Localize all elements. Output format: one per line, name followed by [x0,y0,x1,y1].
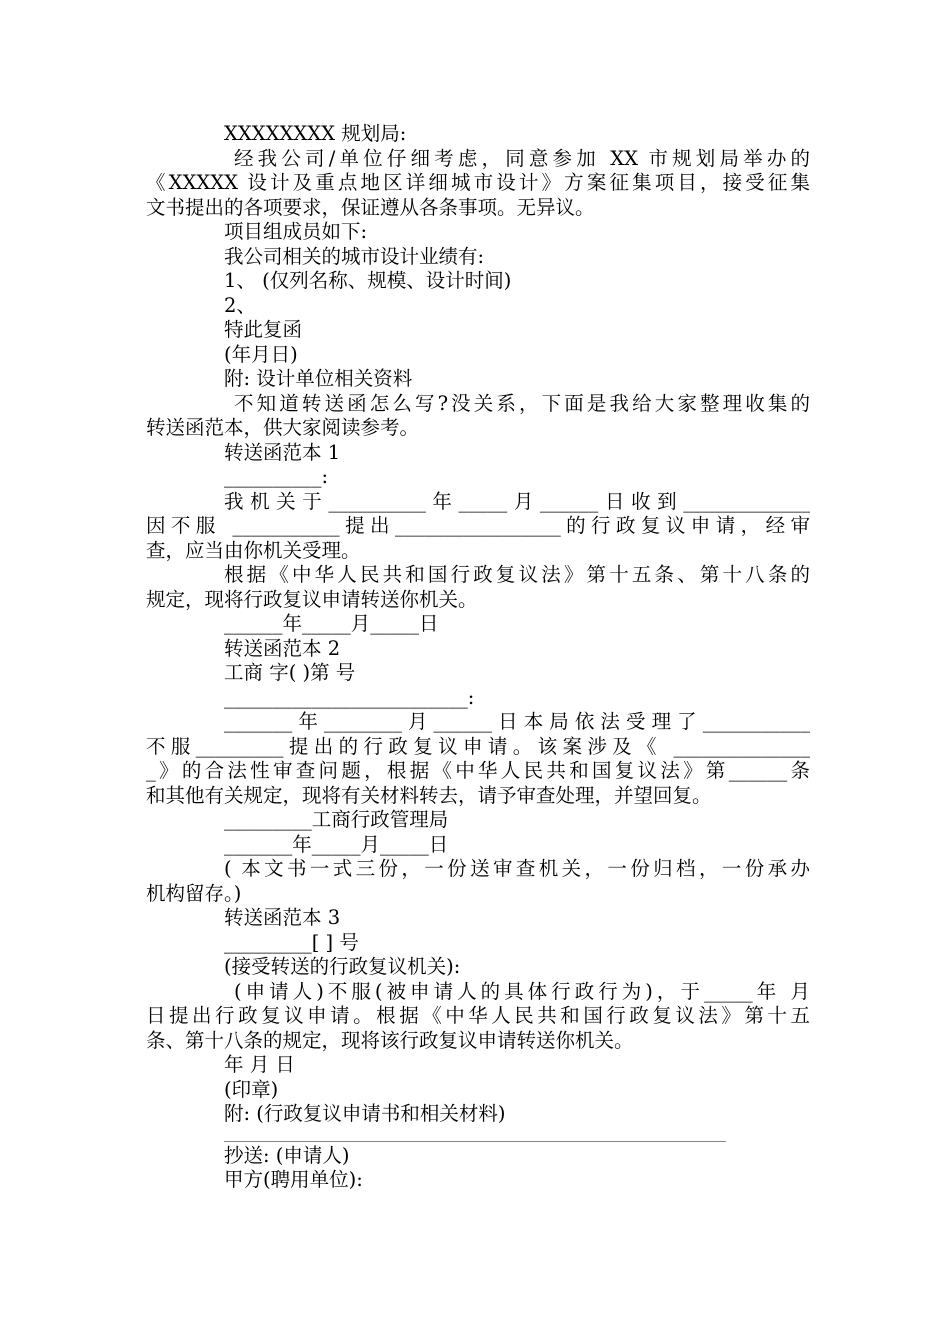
list-item: 1、 (仅列名称、规模、设计时间) [224,269,512,292]
section-heading: 转送函范本 3 [224,906,341,929]
divider-rule [224,1141,726,1142]
addressee-line: XXXXXXXX 规划局: [224,122,407,145]
reference-number-line: _________[ ] 号 [224,930,359,954]
attachment-line: 附: 设计单位相关资料 [224,367,413,390]
addressee-line: __________: [224,465,329,488]
seal-line: (印章) [224,1077,279,1101]
paragraph-line: 项目组成员如下: [224,220,368,243]
attachment-line: 附: (行政复议申请书和相关材料) [224,1102,506,1125]
paragraph-line: 特此复函 [224,318,303,341]
section-heading: 转送函范本 2 [224,636,341,660]
paragraph-line: _______年________月______日本局依法受理了___________ [224,710,810,733]
date-line: _______年_____月_____日 [224,832,449,856]
paragraph-line: 我机关于__________年_____月______日收到_____________ [224,489,810,513]
addressee-line: (接受转送的行政复议机关): [224,955,461,978]
party-line: 甲方(聘用单位): [224,1168,363,1191]
paragraph-line: 根据《中华人民共和国行政复议法》第十五条、第十八条的 [224,563,810,586]
date-line: 年 月 日 [224,1053,295,1076]
paragraph-line: 转送函范本，供大家阅读参考。 [146,416,420,439]
paragraph-line: 和其他有关规定，现将有关材料转去，请予审查处理，并望回复。 [146,783,712,807]
paragraph-line: 不知道转送函怎么写?没关系，下面是我给大家整理收集的 [234,391,810,415]
section-heading: 转送函范本 1 [224,440,341,464]
list-item: 2、 [224,293,256,317]
reference-number-line: 工商 字( )第 号 [224,661,356,684]
paragraph-line: 日提出行政复议申请。根据《中华人民共和国行政复议法》第十五 [146,1004,810,1027]
signature-line: _________工商行政管理局 [224,808,449,831]
paragraph-line: 因不服 ___________提出_________________的行政复议申请，经审 [146,514,810,537]
document-body [146,122,810,1193]
paragraph-line: (申请人)不服(被申请人的具体行政行为)，于_____年 月 [234,979,810,1003]
addressee-line: _________________________: [224,685,475,709]
paragraph-line: 不服_________提出的行政复议申请。该案涉及《 ______________ [146,734,810,758]
paragraph-line: 《XXXXX 设计及重点地区详细城市设计》方案征集项目，接受征集 [146,171,810,194]
paragraph-line: 机构留存。) [146,881,242,905]
date-line: (年月日) [224,342,298,366]
cc-line: 抄送: (申请人) [224,1143,350,1167]
paragraph-line: 规定，现将行政复议申请转送你机关。 [146,587,478,611]
paragraph-line: 条、第十八条的规定，现将该行政复议申请转送你机关。 [146,1028,634,1052]
paragraph-line: 查，应当由你机关受理。 [146,538,361,562]
date-line: ______年_____月_____日 [224,612,439,635]
paragraph-line: 我公司相关的城市设计业绩有: [224,244,485,268]
paragraph-line: 经我公司/单位仔细考虑，同意参加 XX 市规划局举办的 [234,146,810,170]
paragraph-line: ( 本文书一式三份，一份送审查机关，一份归档，一份承办 [224,857,810,880]
paragraph-line: 文书提出的各项要求，保证遵从各条事项。无异议。 [146,195,595,219]
paragraph-line: _》的合法性审查问题，根据《中华人民共和国复议法》第______条 [146,759,810,782]
